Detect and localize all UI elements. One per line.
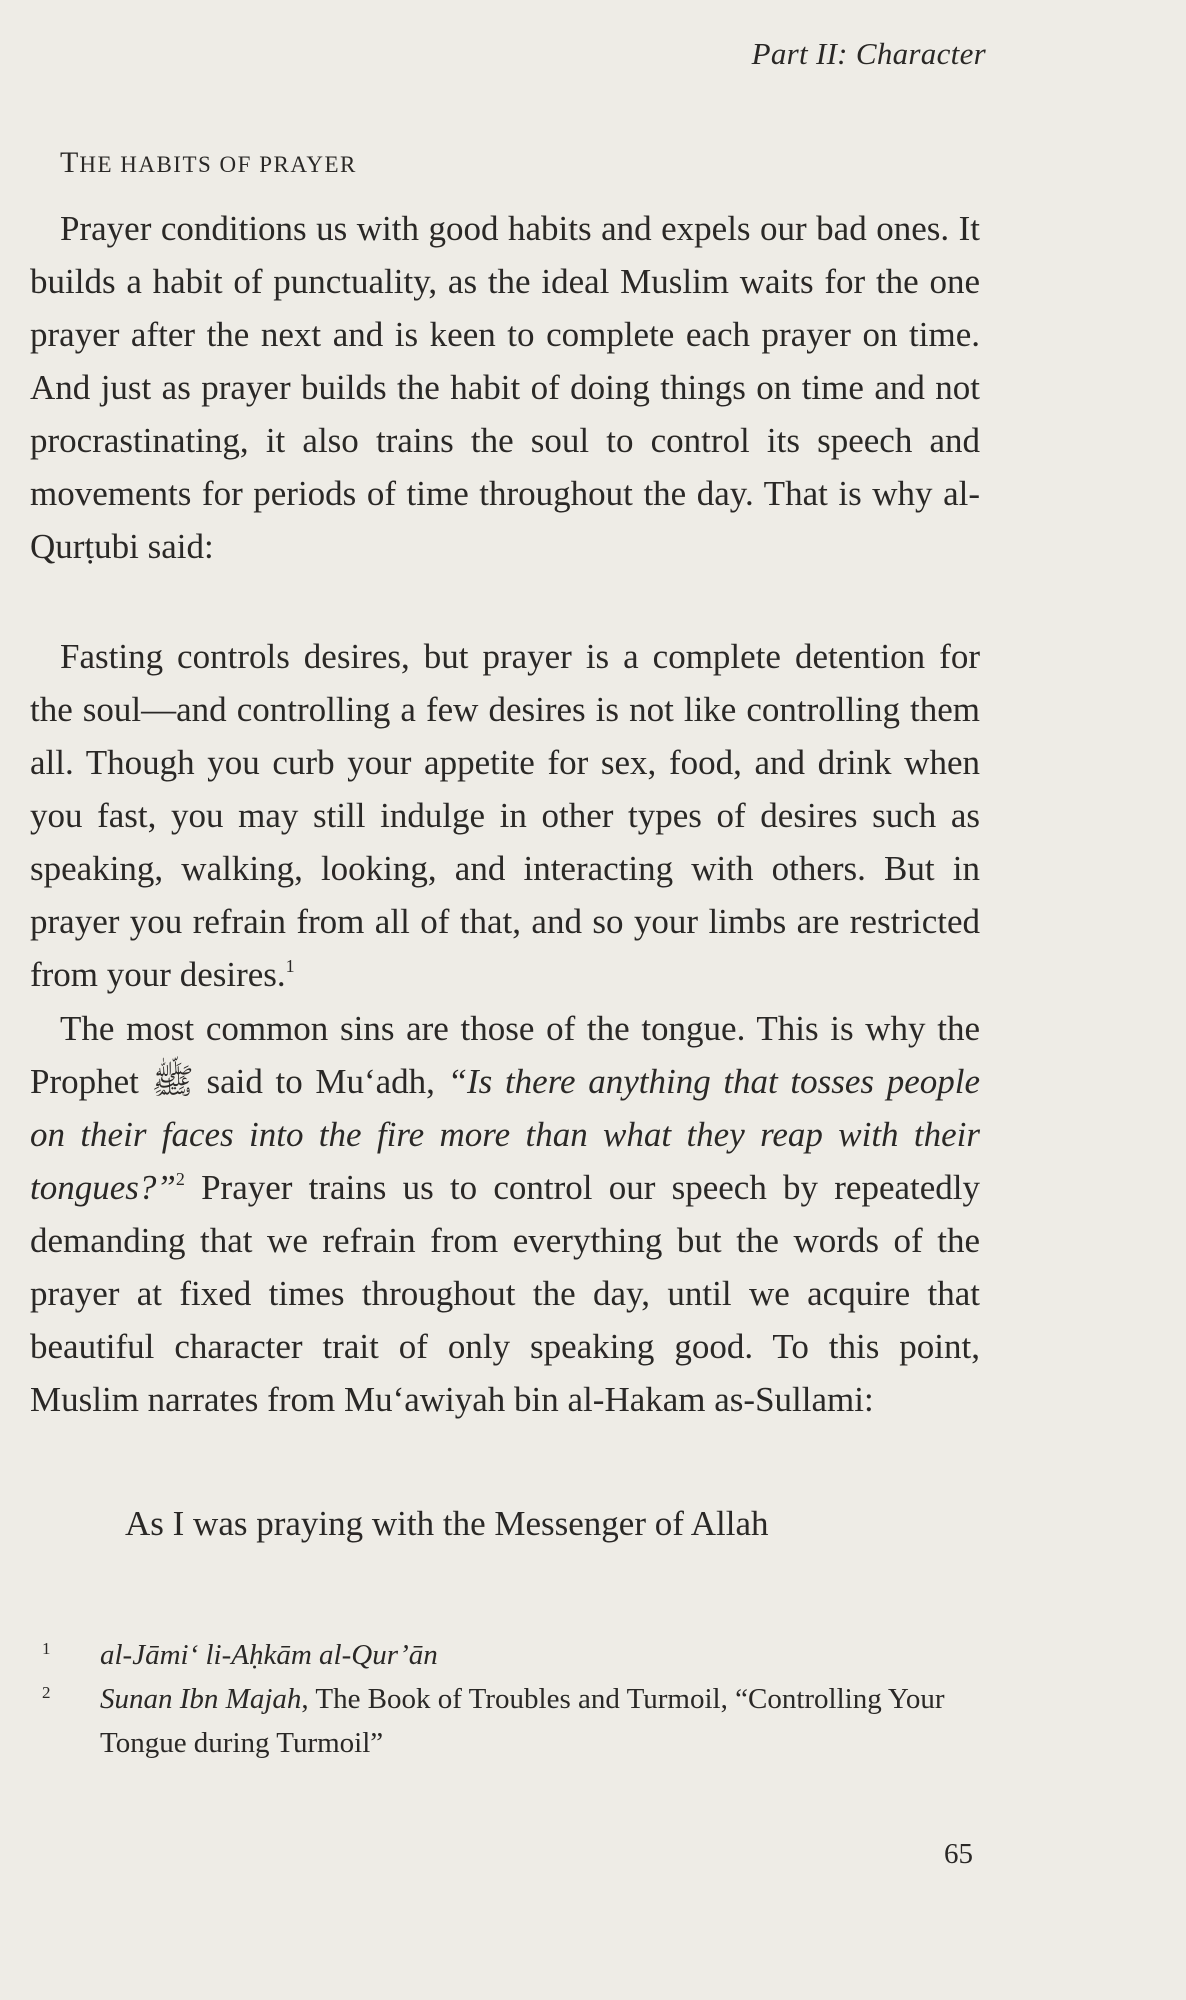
footnote-number: 1 xyxy=(42,1639,51,1658)
page-number: 65 xyxy=(944,1838,973,1870)
footnote-1 xyxy=(36,1633,996,1677)
footnotes xyxy=(36,1633,996,1765)
quote-qurtubi-text xyxy=(30,630,980,1001)
paragraph-2-lead: The most common sins are those of the tongue. This is why the Prophet ﷺ said to Mu‘adh, xyxy=(30,1009,980,1101)
section-heading xyxy=(60,146,357,180)
paragraph-2 xyxy=(30,1002,980,1426)
hadith-quote: “Is there anything that tosses people on their faces into the fire more than what they reap with their tongues?” xyxy=(30,1062,980,1207)
heading-rest: HE HABITS OF PRAYER xyxy=(79,152,357,177)
footnote-number: 2 xyxy=(42,1683,51,1702)
paragraph-1 xyxy=(30,202,980,573)
footnote-ref-1[interactable]: 1 xyxy=(285,956,295,976)
footnote-text: , The Book of Troubles and Turmoil, “Controlling Your Tongue during Turmoil” xyxy=(100,1683,945,1759)
quote-muawiyah: As I was praying with the Messenger of Allah xyxy=(125,1504,769,1543)
footnote-2 xyxy=(36,1677,996,1765)
paragraph-2-rest: Prayer trains us to control our speech by repeatedly demanding that we refrain from everything but the words of the prayer at fixed times throughout the day, until we acquire that beautiful character trait of only speaking good. To this point, Muslim narrates from Mu‘awiyah bin al-Hakam as-Sullami: xyxy=(30,1168,980,1419)
heading-initial: T xyxy=(60,146,80,179)
running-head: Part II: Character xyxy=(751,36,986,71)
footnote-ref-2[interactable]: 2 xyxy=(175,1169,185,1189)
paragraph-1-text: Prayer conditions us with good habits and expels our bad ones. It builds a habit of punctuality, as the ideal Muslim waits for the one prayer after the next and is keen to complete each prayer on time. And just as prayer builds the habit of doing things on time and not procrastinating, it also trains the soul to control its speech and movements for periods of time throughout the day. That is why al-Qurṭubi said: xyxy=(30,209,980,566)
footnote-title: Sunan Ibn Majah xyxy=(100,1683,302,1715)
footnote-title: al-Jāmi‘ li-Aḥkām al-Qur’ān xyxy=(100,1639,438,1671)
quote-qurtubi xyxy=(30,630,980,1001)
paragraph-2-text xyxy=(30,1002,980,1426)
quote-qurtubi-body: Fasting controls desires, but prayer is a complete detention for the soul—and controlling a few desires is not like controlling them all. Though you curb your appetite for sex, food, and drink when you fast, you may still indulge in other types of desires such as speaking, walking, looking, and interacting with others. But in prayer you refrain from all of that, and so your limbs are restricted from your desires. xyxy=(30,637,980,994)
